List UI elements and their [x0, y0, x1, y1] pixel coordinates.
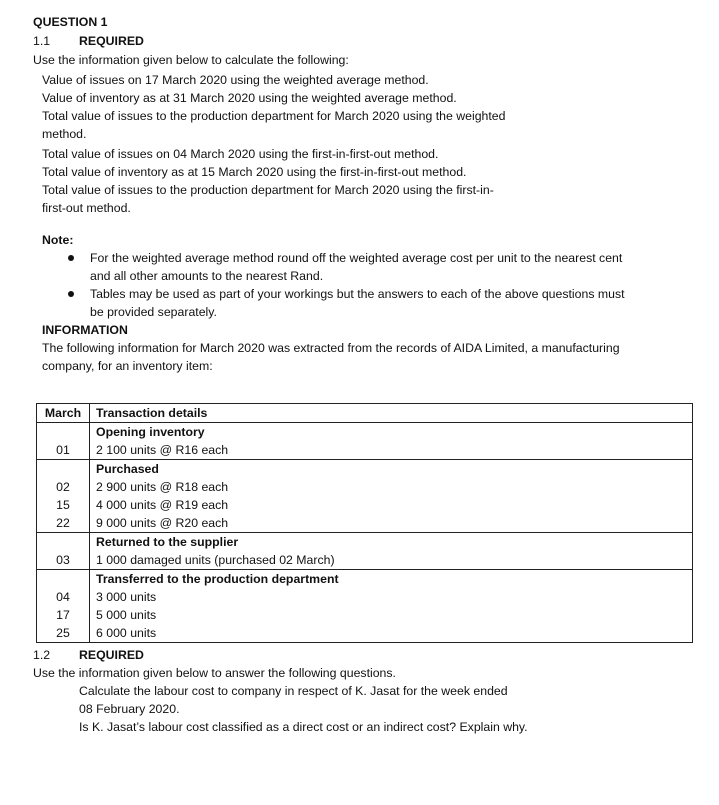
date-cell: 03 — [37, 551, 90, 570]
bullet-icon — [68, 255, 74, 261]
group-title-row — [37, 423, 693, 442]
section-number: 1.2 — [33, 648, 51, 662]
detail-cell: 4 000 units @ R19 each — [90, 496, 693, 514]
detail-cell: 2 900 units @ R18 each — [90, 478, 693, 496]
date-cell: 02 — [37, 478, 90, 496]
column-header-march: March — [37, 404, 90, 423]
requirement-item: method. — [42, 127, 87, 141]
detail-cell: 5 000 units — [90, 606, 693, 624]
inventory-transactions-table — [36, 403, 693, 643]
detail-cell: 3 000 units — [90, 588, 693, 606]
table-row — [37, 441, 693, 460]
date-cell: 01 — [37, 441, 90, 460]
intro-text: Use the information given below to answer the following questions. — [33, 666, 396, 680]
date-cell: 25 — [37, 624, 90, 643]
group-title-row — [37, 570, 693, 589]
date-cell: 04 — [37, 588, 90, 606]
table-row — [37, 551, 693, 570]
date-cell — [37, 423, 90, 442]
group-title-row — [37, 460, 693, 479]
section-number: 1.1 — [33, 34, 51, 48]
group-title: Opening inventory — [90, 423, 693, 442]
information-text: The following information for March 2020 was extracted from the records of AIDA Limited, a manufacturing — [42, 341, 620, 355]
section-heading: REQUIRED — [79, 34, 144, 48]
requirement-item: Total value of inventory as at 15 March 2020 using the first-in-first-out method. — [42, 165, 467, 179]
table-row — [37, 496, 693, 514]
note-label: Note: — [42, 233, 74, 247]
requirement-item: Value of inventory as at 31 March 2020 using the weighted average method. — [42, 91, 457, 105]
table-row — [37, 606, 693, 624]
requirement-item: Value of issues on 17 March 2020 using the weighted average method. — [42, 73, 429, 87]
table-row — [37, 514, 693, 533]
information-text: company, for an inventory item: — [42, 359, 213, 373]
requirement-item: Total value of issues to the production department for March 2020 using the first-in- — [42, 183, 494, 197]
detail-cell: 1 000 damaged units (purchased 02 March) — [90, 551, 693, 570]
detail-cell: 9 000 units @ R20 each — [90, 514, 693, 533]
detail-cell: 2 100 units @ R16 each — [90, 441, 693, 460]
note-text: Tables may be used as part of your workings but the answers to each of the above questions must — [90, 287, 625, 301]
requirement-item: 08 February 2020. — [79, 702, 180, 716]
table-row — [37, 624, 693, 643]
note-text: For the weighted average method round off the weighted average cost per unit to the nearest cent — [90, 251, 623, 265]
column-header-details: Transaction details — [90, 404, 693, 423]
intro-text: Use the information given below to calculate the following: — [33, 53, 349, 67]
group-title: Transferred to the production department — [90, 570, 693, 589]
detail-cell: 6 000 units — [90, 624, 693, 643]
note-text: be provided separately. — [90, 305, 217, 319]
requirement-item: Total value of issues on 04 March 2020 using the first-in-first-out method. — [42, 147, 439, 161]
requirement-item: Calculate the labour cost to company in respect of K. Jasat for the week ended — [79, 684, 508, 698]
table-row — [37, 478, 693, 496]
date-cell: 17 — [37, 606, 90, 624]
question-title: QUESTION 1 — [33, 15, 108, 29]
note-text: and all other amounts to the nearest Rand. — [90, 269, 324, 283]
section-heading: REQUIRED — [79, 648, 144, 662]
group-title-row — [37, 533, 693, 552]
date-cell: 15 — [37, 496, 90, 514]
group-title: Purchased — [90, 460, 693, 479]
date-cell: 22 — [37, 514, 90, 533]
bullet-icon — [68, 291, 74, 297]
requirement-item: Is K. Jasat’s labour cost classified as a direct cost or an indirect cost? Explain why. — [79, 720, 528, 734]
group-title: Returned to the supplier — [90, 533, 693, 552]
requirement-item: Total value of issues to the production department for March 2020 using the weighted — [42, 109, 506, 123]
requirement-item: first-out method. — [42, 201, 131, 215]
date-cell — [37, 570, 90, 589]
information-heading: INFORMATION — [42, 323, 128, 337]
date-cell — [37, 460, 90, 479]
table-row — [37, 588, 693, 606]
date-cell — [37, 533, 90, 552]
